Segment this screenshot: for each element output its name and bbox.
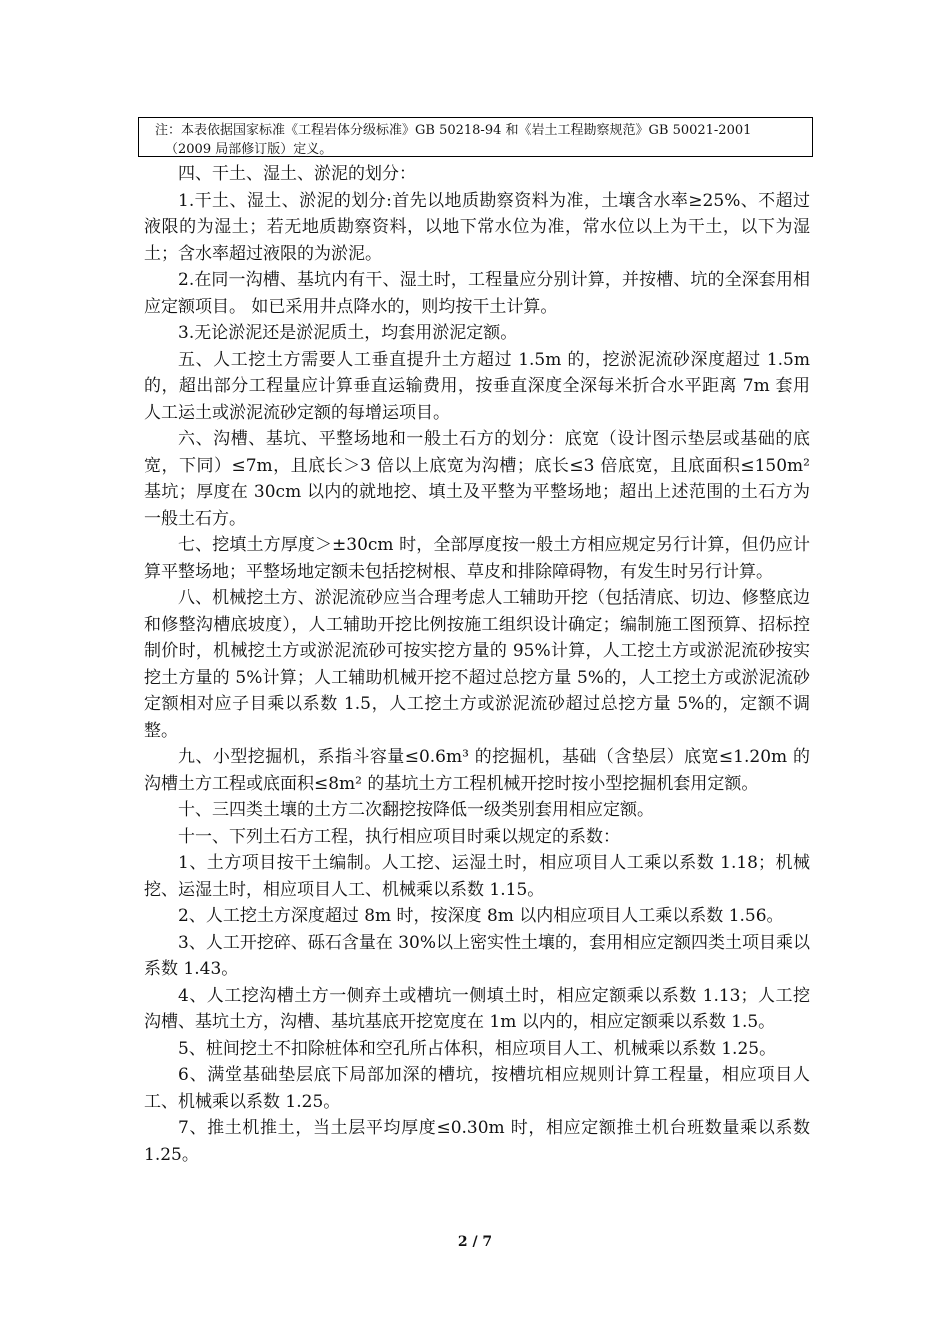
section-heading-4: 四、干土、湿土、淤泥的划分：	[178, 164, 416, 184]
section-7: 七、挖填土方厚度＞±30cm 时，全部厚度按一般土方相应规定另行计算，但仍应计算平整场地；平整场地定额未包括挖树根、草皮和排除障碍物，有发生时另行计算。	[144, 535, 810, 582]
section-6: 六、沟槽、基坑、平整场地和一般土石方的划分：底宽（设计图示垫层或基础的底宽，下同）≤7m，且底长＞3 倍以上底宽为沟槽；底长≤3 倍底宽，且底面积≤150m² 基坑；厚度在 30cm 以内的就地挖、填土及平整为平整场地；超出上述范围的土石方为一般土石方。	[144, 429, 810, 529]
table-note-box	[138, 117, 813, 157]
list-item: 4、人工挖沟槽土方一侧弃土或槽坑一侧填土时，相应定额乘以系数 1.13；人工挖沟槽、基坑土方，沟槽、基坑基底开挖宽度在 1m 以内的，相应定额乘以系数 1.5。	[144, 985, 810, 1032]
list-item: 2、人工挖土方深度超过 8m 时，按深度 8m 以内相应项目人工乘以系数 1.56。	[178, 906, 784, 926]
list-item: 5、桩间挖土不扣除桩体和空孔所占体积，相应项目人工、机械乘以系数 1.25。	[178, 1038, 777, 1059]
note-line-1: 注：本表依据国家标准《工程岩体分级标准》GB 50218-94 和《岩土工程勘察规范》GB 50021-2001	[155, 123, 752, 138]
list-item: 1、土方项目按干土编制。人工挖、运湿土时，相应项目人工乘以系数 1.18；机械挖、运湿土时，相应项目人工、机械乘以系数 1.15。	[144, 853, 810, 900]
paragraph: 2.在同一沟槽、基坑内有干、湿土时，工程量应分别计算，并按槽、坑的全深套用相应定额项目。 如已采用井点降水的，则均按干土计算。	[144, 270, 810, 317]
section-9: 九、小型挖掘机，系指斗容量≤0.6m³ 的挖掘机，基础（含垫层）底宽≤1.20m 的沟槽土方工程或底面积≤8m² 的基坑土方工程机械开挖时按小型挖掘机套用定额。	[144, 747, 810, 794]
page-number: 2 / 7	[457, 1234, 493, 1250]
section-8: 八、机械挖土方、淤泥流砂应当合理考虑人工辅助开挖（包括清底、切边、修整底边和修整沟槽底坡度），人工辅助开挖比例按施工组织设计确定；编制施工图预算、招标控制价时，机械挖土方或淤泥流砂可按实挖方量的 95%计算，人工挖土方或淤泥流砂按实挖土方量的 5%计算；人工辅助机械开挖不超过总挖方量 5%的，人工挖土方或淤泥流砂定额相对应子目乘以系数 1.5，人工挖土方或淤泥流砂超过总挖方量 5%的，定额不调整。	[144, 588, 810, 741]
section-5: 五、人工挖土方需要人工垂直提升土方超过 1.5m 的，挖淤泥流砂深度超过 1.5m 的，超出部分工程量应计算垂直运输费用，按垂直深度全深每米折合水平距离 7m 套用人工运土或淤泥流砂定额的每增运项目。	[144, 349, 810, 423]
paragraph: 3.无论淤泥还是淤泥质土，均套用淤泥定额。	[178, 323, 518, 343]
document-body	[144, 161, 810, 1168]
section-heading-11: 十一、下列土石方工程，执行相应项目时乘以规定的系数：	[178, 826, 620, 847]
section-10: 十、三四类土壤的土方二次翻挖按降低一级类别套用相应定额。	[178, 800, 654, 820]
list-item: 7、推土机推土，当土层平均厚度≤0.30m 时，相应定额推土机台班数量乘以系数 1.25。	[144, 1118, 810, 1165]
note-line-2: （2009 局部修订版）定义。	[165, 142, 333, 157]
list-item: 6、满堂基础垫层底下局部加深的槽坑，按槽坑相应规则计算工程量，相应项目人工、机械乘以系数 1.25。	[144, 1065, 810, 1112]
paragraph: 1.干土、湿土、淤泥的划分:首先以地质勘察资料为准，土壤含水率≥25%、不超过液限的为湿土；若无地质勘察资料，以地下常水位为准，常水位以上为干土，以下为湿土；含水率超过液限的为淤泥。	[144, 190, 810, 264]
list-item: 3、人工开挖碎、砾石含量在 30%以上密实性土壤的，套用相应定额四类土项目乘以系数 1.43。	[144, 932, 811, 979]
